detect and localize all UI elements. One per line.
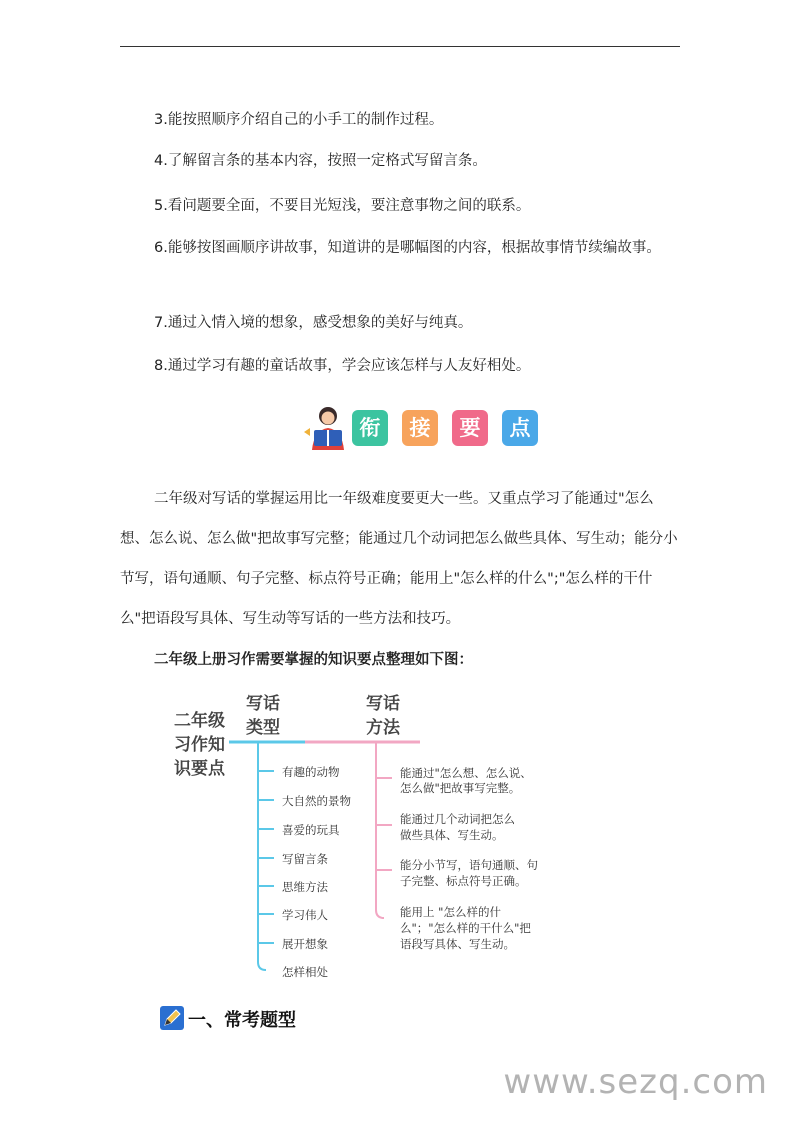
goal-item-3: 3.能按照顺序介绍自己的小手工的制作过程。 (154, 112, 444, 128)
intro-paragraph: 二年级对写话的掌握运用比一年级难度要更大一些。又重点学习了能通过"怎么想、怎么说、怎么做"把故事写完整；能通过几个动词把怎么做些具体、写生动；能分小节写，语句通顺、句子完整、标点符号正确；能用上"怎么样的什么";"怎么样的干什么"把语段写具体、写生动等写话的一些方法和技巧。 (120, 491, 678, 627)
method-item-3-line-1: 能分小节写，语句通顺、句 (400, 858, 538, 872)
type-item: 大自然的景物 (282, 794, 351, 808)
pencil-icon (160, 1006, 184, 1030)
method-item-3-line-2: 子完整、标点符号正确。 (400, 874, 527, 888)
banner-char-4: 点 (502, 410, 538, 446)
method-item-2-line-1: 能通过几个动词把怎么 (400, 812, 515, 826)
goal-item-7: 7.通过入情入境的想象，感受想象的美好与纯真。 (154, 315, 473, 331)
mindmap-root-line-2: 习作知 (174, 735, 225, 755)
goal-item-6: 6.能够按图画顺序讲故事，知道讲的是哪幅图的内容，根据故事情节续编故事。 (154, 240, 661, 256)
mindmap-root-line-1: 二年级 (174, 711, 225, 731)
goal-item-4: 4.了解留言条的基本内容，按照一定格式写留言条。 (154, 153, 487, 169)
methods-header-line-1: 写话 (366, 694, 400, 714)
types-header-line-1: 写话 (246, 694, 280, 714)
mindmap-root-line-3: 识要点 (174, 759, 225, 779)
type-item: 有趣的动物 (282, 765, 340, 779)
type-item: 写留言条 (282, 852, 328, 866)
method-item-4-line-1: 能用上 "怎么样的什 (400, 905, 501, 919)
type-item: 怎样相处 (282, 965, 328, 979)
method-item-1-line-2: 怎么做"把故事写完整。 (400, 781, 521, 795)
methods-header-line-2: 方法 (366, 718, 400, 738)
banner-char-1: 衔 (352, 410, 388, 446)
method-item-4-line-3: 语段写具体、写生动。 (400, 937, 515, 951)
type-item: 喜爱的玩具 (282, 823, 340, 837)
banner-char-2: 接 (402, 410, 438, 446)
goal-item-5: 5.看问题要全面，不要目光短浅，要注意事物之间的联系。 (154, 198, 531, 214)
type-item: 展开想象 (282, 937, 328, 951)
watermark: www.sezq.com (503, 1062, 768, 1102)
method-item-1-line-1: 能通过"怎么想、怎么说、 (400, 766, 532, 780)
types-header-line-2: 类型 (246, 718, 280, 738)
goal-item-8: 8.通过学习有趣的童话故事，学会应该怎样与人友好相处。 (154, 358, 531, 374)
banner-char-3: 要 (452, 410, 488, 446)
method-item-4-line-2: 么"；"怎么样的干什么"把 (400, 921, 531, 935)
mindmap-caption: 二年级上册习作需要掌握的知识要点整理如下图： (154, 652, 473, 668)
type-item: 学习伟人 (282, 908, 328, 922)
method-item-2-line-2: 做些具体、写生动。 (400, 828, 504, 842)
type-item: 思维方法 (282, 880, 328, 894)
section-title: 一、常考题型 (188, 1010, 296, 1031)
